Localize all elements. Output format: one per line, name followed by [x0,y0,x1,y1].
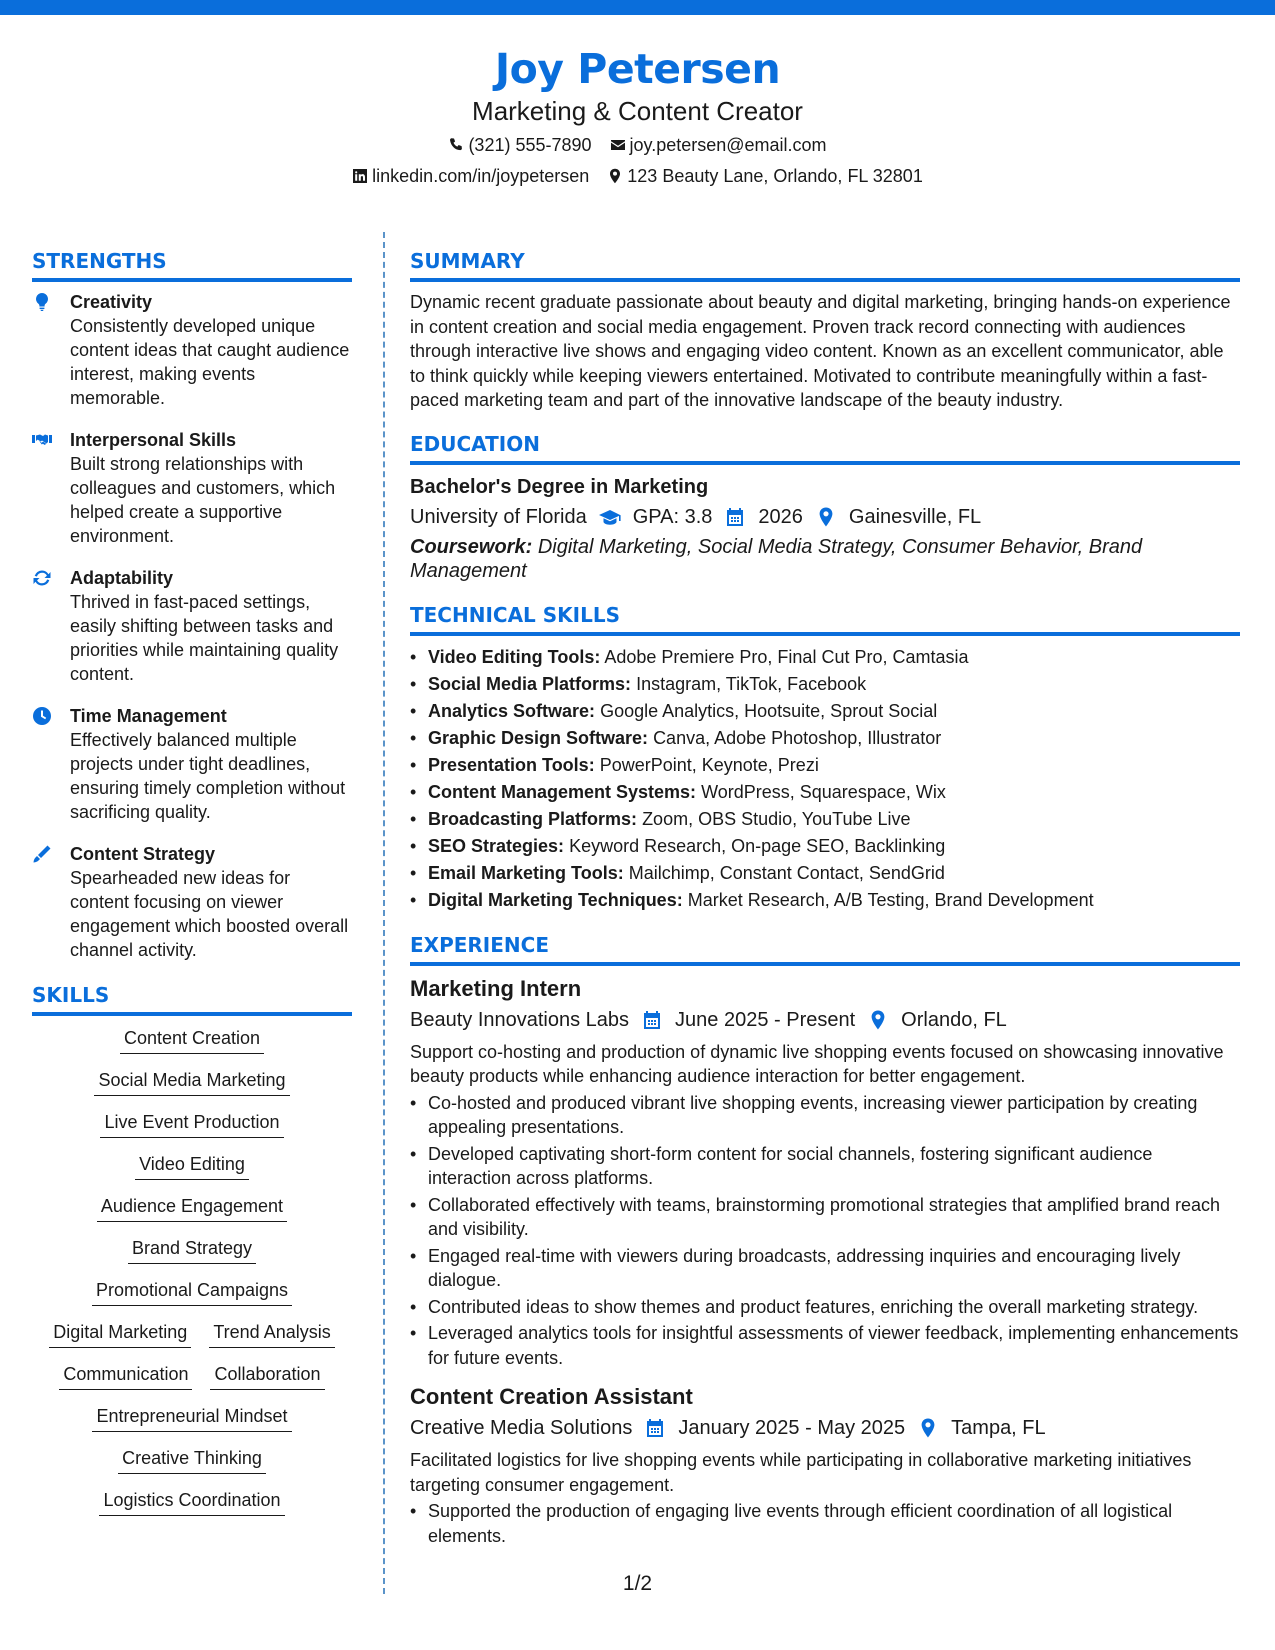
contact-line-2 [0,163,1275,189]
email-text[interactable]: joy.petersen@email.com [629,135,827,155]
linkedin-icon [352,168,368,184]
skills-heading: SKILLS [32,980,352,1016]
skill-chip: Trend Analysis [209,1320,334,1348]
job-title: Marketing Intern [410,975,582,1001]
list-item: • Contributed ideas to show themes and product features, enriching the overall marketing strategy. [410,1295,1240,1320]
location-pin-icon [867,1010,889,1030]
job-bullets [410,1499,1240,1548]
strength-desc: Spearheaded new ideas for content focusing on viewer engagement which boosted overall channel activity. [70,868,349,960]
linkedin-text[interactable]: linkedin.com/in/joypetersen [372,166,590,186]
tech-skill-value: Instagram, TikTok, Facebook [636,673,867,694]
left-column [32,246,352,1530]
tech-skill-label: Email Marketing Tools: [428,862,624,883]
tech-skill-value: Keyword Research, On-page SEO, Backlinking [569,835,946,856]
top-accent-bar [0,0,1275,15]
list-item [410,671,1240,698]
strength-desc: Built strong relationships with colleagues and customers, which helped create a supportive environment. [70,454,336,546]
summary-heading: SUMMARY [410,246,1240,282]
location-pin-icon [607,168,623,184]
graduation-year: 2026 [758,505,803,528]
job-location: Orlando, FL [901,1008,1007,1031]
page-number: 1/2 [622,1572,653,1595]
skill-chip: Live Event Production [100,1110,283,1138]
candidate-name: Joy Petersen [494,45,781,93]
skill-chip: Social Media Marketing [94,1068,289,1096]
sync-icon [32,568,52,588]
company-name: Creative Media Solutions [410,1417,633,1439]
job-description: Support co-hosting and production of dynamic live shopping events focused on showcasing innovative beauty products while enhancing audience interaction for better engagement. [410,1041,1224,1086]
job-meta [410,1004,1240,1036]
envelope-icon [610,137,626,153]
tech-skill-value: Mailchimp, Constant Contact, SendGrid [628,862,945,883]
skill-chip: Communication [59,1362,192,1390]
calendar-icon [724,507,746,527]
strength-item [32,290,352,410]
strength-title: Time Management [70,706,227,726]
skill-chip: Promotional Campaigns [92,1278,292,1306]
email-contact[interactable] [610,132,827,158]
job-title: Content Creation Assistant [410,1384,693,1409]
address-contact [607,163,923,189]
graduation-cap-icon [599,507,621,527]
education-heading: EDUCATION [410,429,1240,465]
education-meta [410,501,1240,533]
strength-item [32,428,352,548]
strength-item [32,704,352,824]
tech-skill-value: Adobe Premiere Pro, Final Cut Pro, Camtasia [604,646,969,667]
pen-icon [32,844,52,864]
strength-item [32,566,352,686]
gpa-text: GPA: 3.8 [632,505,713,528]
skill-chip: Brand Strategy [128,1236,256,1264]
list-item: • Engaged real-time with viewers during broadcasts, addressing inquiries and encouraging lively dialogue. [410,1244,1240,1293]
job-description: Facilitated logistics for live shopping events while participating in collaborative marketing initiatives targeting consumer engagement. [410,1450,1192,1495]
list-item [410,833,1240,860]
job-bullets [410,1091,1240,1371]
lightbulb-icon [32,292,52,312]
phone-text: (321) 555-7890 [468,135,592,155]
right-column [410,246,1240,1560]
job-dates: June 2025 - Present [675,1008,856,1031]
tech-skill-value: Market Research, A/B Testing, Brand Development [687,889,1094,910]
strengths-heading: STRENGTHS [32,246,352,282]
skill-chip: Collaboration [210,1362,324,1390]
linkedin-contact[interactable] [352,163,589,189]
school-name: University of Florida [410,505,587,528]
skill-chip: Logistics Coordination [99,1488,284,1516]
list-item [410,644,1240,671]
skill-chip: Creative Thinking [118,1446,266,1474]
list-item [410,698,1240,725]
column-divider [383,232,385,1594]
skill-chip: Audience Engagement [97,1194,287,1222]
phone-icon [448,137,464,153]
degree-title: Bachelor's Degree in Marketing [410,475,709,498]
coursework [410,535,1240,584]
candidate-role: Marketing & Content Creator [472,96,803,126]
tech-skill-label: Graphic Design Software: [428,727,649,748]
tech-skill-value: WordPress, Squarespace, Wix [701,781,946,802]
tech-skill-value: Canva, Adobe Photoshop, Illustrator [653,727,942,748]
list-item: • Collaborated effectively with teams, brainstorming promotional strategies that amplified brand reach and visibility. [410,1193,1240,1242]
tech-skill-label: SEO Strategies: [428,835,565,856]
strength-desc: Effectively balanced multiple projects under tight deadlines, ensuring timely completion without sacrificing quality. [70,730,346,822]
tech-skill-label: Video Editing Tools: [428,646,601,667]
location-pin-icon [917,1418,939,1438]
list-item [410,779,1240,806]
clock-icon [32,706,52,726]
experience-heading: EXPERIENCE [410,930,1240,966]
list-item: • Developed captivating short-form content for social channels, fostering significant audience interaction across platforms. [410,1142,1240,1191]
company-name: Beauty Innovations Labs [410,1008,630,1031]
list-item [410,860,1240,887]
skill-chip: Video Editing [135,1152,249,1180]
coursework-label: Coursework: [410,535,533,558]
skill-chip: Entrepreneurial Mindset [92,1404,291,1432]
list-item [410,887,1240,914]
location-pin-icon [815,507,837,527]
tech-skill-value: Zoom, OBS Studio, YouTube Live [642,808,911,829]
education-location: Gainesville, FL [848,505,982,528]
resume-header [0,42,1275,189]
skill-chip: Content Creation [120,1026,264,1054]
strength-item [32,842,352,962]
skills-list [32,1026,352,1516]
job-meta [410,1412,1240,1444]
job-location: Tampa, FL [951,1417,1046,1439]
tech-skill-value: PowerPoint, Keynote, Prezi [599,754,819,775]
strength-title: Interpersonal Skills [70,430,237,450]
strength-title: Content Strategy [70,844,216,864]
calendar-icon [644,1418,666,1438]
tech-skill-label: Presentation Tools: [428,754,595,775]
summary-text: Dynamic recent graduate passionate about beauty and digital marketing, bringing hands-on experience in content creation and social media engagement. Proven track record connecting with audiences through interactive live shows and engaging video content. Known as an excellent communicator, able to think quickly while keeping viewers entertained. Motivated to contribute meaningfully within a fast-paced marketing team and part of the innovative landscape of the beauty industry. [410,292,1231,410]
strength-desc: Consistently developed unique content ideas that caught audience interest, making events memorable. [70,316,350,408]
list-item: • Leveraged analytics tools for insightful assessments of viewer feedback, implementing enhancements for future events. [410,1321,1240,1370]
technical-skills-heading: TECHNICAL SKILLS [410,600,1240,636]
calendar-icon [641,1010,663,1030]
phone-contact [448,132,591,158]
tech-skill-label: Social Media Platforms: [428,673,632,694]
tech-skill-label: Broadcasting Platforms: [428,808,638,829]
coursework-list: Digital Marketing, Social Media Strategy, Consumer Behavior, Brand Management [410,535,1143,582]
list-item [410,752,1240,779]
address-text: 123 Beauty Lane, Orlando, FL 32801 [627,166,923,186]
technical-skills-list [410,644,1240,914]
tech-skill-label: Digital Marketing Techniques: [428,889,683,910]
job-entry [410,974,1240,1371]
list-item [410,725,1240,752]
job-dates: January 2025 - May 2025 [678,1417,906,1439]
tech-skill-label: Content Management Systems: [428,781,697,802]
skill-chip: Digital Marketing [49,1320,191,1348]
list-item: • Supported the production of engaging live events through efficient coordination of all logistical elements. [410,1499,1240,1548]
tech-skill-value: Google Analytics, Hootsuite, Sprout Social [600,700,938,721]
list-item: • Co-hosted and produced vibrant live shopping events, increasing viewer participation by creating appealing presentations. [410,1091,1240,1140]
strength-title: Creativity [70,292,153,312]
strength-desc: Thrived in fast-paced settings, easily shifting between tasks and priorities while maintaining quality content. [70,592,339,684]
handshake-icon [32,430,52,450]
strength-title: Adaptability [70,568,174,588]
list-item [410,806,1240,833]
contact-line-1 [0,132,1275,158]
job-entry [410,1382,1240,1548]
tech-skill-label: Analytics Software: [428,700,596,721]
